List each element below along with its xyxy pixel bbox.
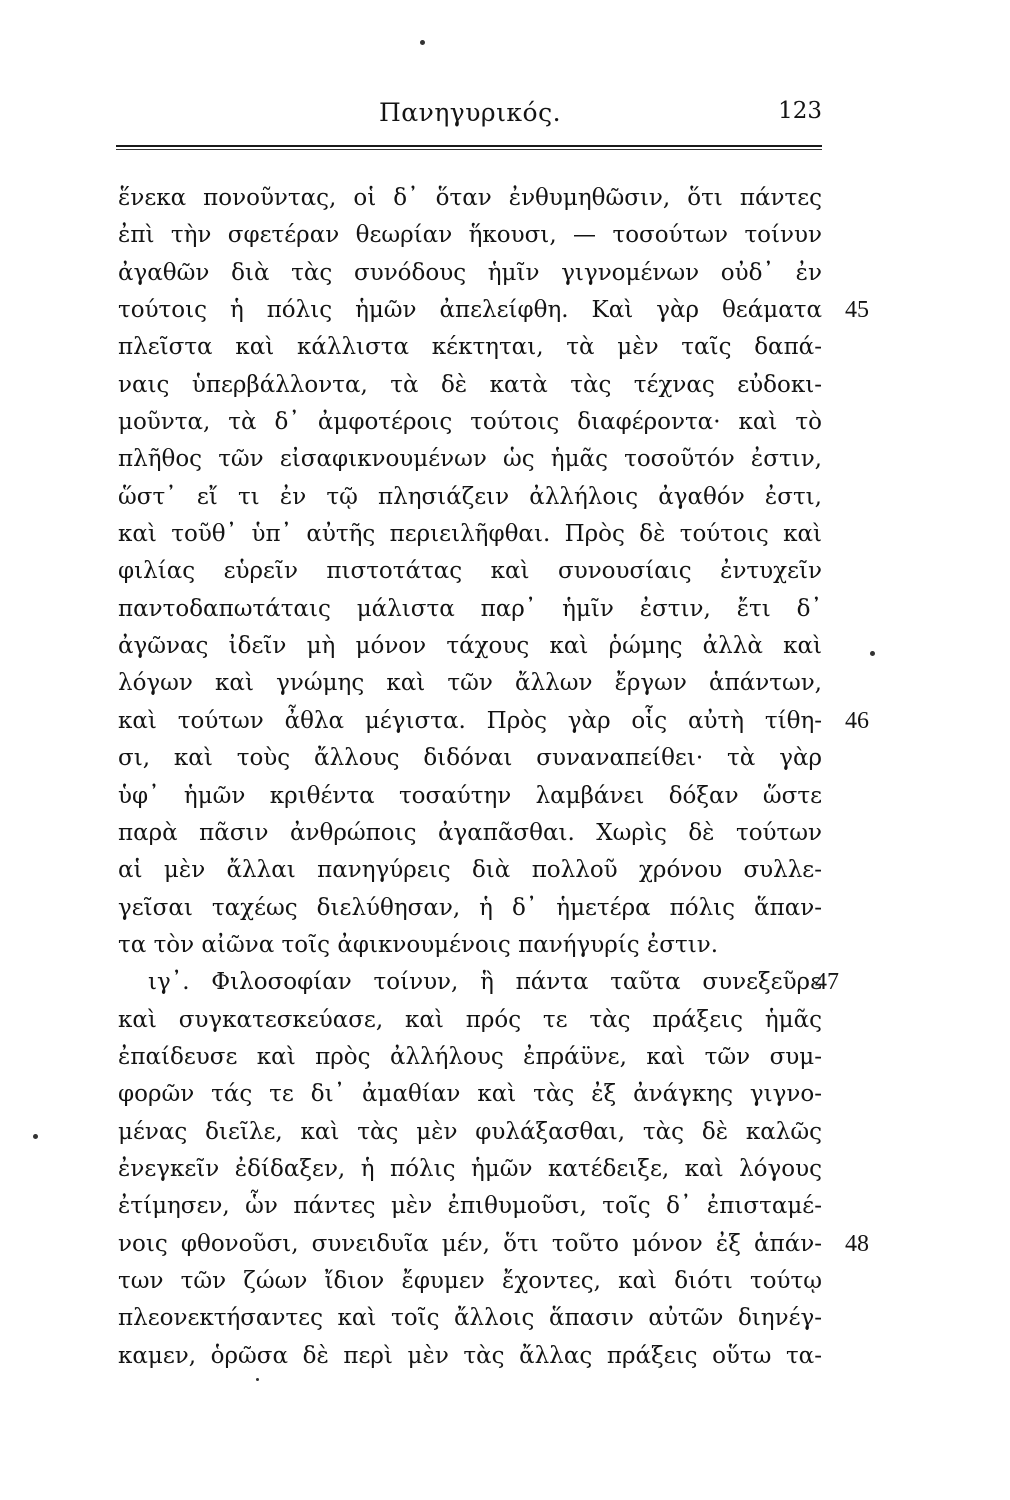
body-text [118, 180, 869, 1375]
text-line: φιλίας εὑρεῖν πιστοτάτας καὶ συνουσίαις ἐντυχεῖν [118, 558, 822, 585]
text-line: καὶ συγκατεσκεύασε, καὶ πρός τε τὰς πράξεις ἡμᾶς [118, 1006, 822, 1033]
text-line: ἐπὶ τὴν σφετέραν θεωρίαν ἥκουσι, — τοσούτων τοίνυν [118, 222, 822, 249]
ink-speck [256, 1378, 259, 1381]
section-number: 48 [845, 1230, 869, 1257]
text-line: τα τὸν αἰῶνα τοῖς ἀφικνουμένοις πανήγυρίς ἐστιν. [118, 931, 719, 958]
header-rule [116, 145, 822, 150]
text-line: καὶ τούτων ἆθλα μέγιστα. Πρὸς γὰρ οἷς αὐτὴ τίθη- 46 [118, 703, 822, 740]
page-header [118, 98, 822, 138]
text-line: πλεῖστα καὶ κάλλιστα κέκτηται, τὰ μὲν ταῖς δαπά- [118, 334, 822, 361]
text-line: ὥστ᾽ εἴ τι ἐν τῷ πλησιάζειν ἀλλήλοις ἀγαθόν ἐστι, [118, 483, 822, 510]
text-line: παντοδαπωτάταις μάλιστα παρ᾽ ἡμῖν ἐστιν, ἔτι δ᾽ [118, 595, 822, 622]
running-title: Πανηγυρικός. [378, 98, 562, 127]
text-line: ἐτίμησεν, ὧν πάντες μὲν ἐπιθυμοῦσι, τοῖς δ᾽ ἐπισταμέ- [118, 1193, 822, 1220]
page-number: 123 [778, 98, 822, 124]
text-line: γεῖσαι ταχέως διελύθησαν, ἡ δ᾽ ἡμετέρα πόλις ἅπαν- [118, 894, 822, 921]
ink-speck [33, 1134, 38, 1139]
text-line: πλῆθος τῶν εἰσαφικνουμένων ὡς ἡμᾶς τοσοῦτόν ἐστιν, [118, 446, 822, 473]
text-line: καμεν, ὁρῶσα δὲ περὶ μὲν τὰς ἄλλας πράξεις οὕτω τα- [118, 1342, 822, 1369]
text-line: σι, καὶ τοὺς ἄλλους διδόναι συναναπείθει· τὰ γὰρ [118, 745, 822, 772]
text-line: καὶ τοῦθ᾽ ὑπ᾽ αὐτῆς περιειλῆφθαι. Πρὸς δὲ τούτοις καὶ [118, 521, 822, 548]
text-line: ἀγαθῶν διὰ τὰς συνόδους ἡμῖν γιγνομένων οὐδ᾽ ἐν [118, 259, 822, 286]
ink-speck [870, 651, 875, 656]
ink-speck [420, 40, 425, 45]
text-line: τούτοις ἡ πόλις ἡμῶν ἀπελείφθη. Καὶ γὰρ θεάματα 45 [118, 292, 822, 329]
text-line: αἱ μὲν ἄλλαι πανηγύρεις διὰ πολλοῦ χρόνου συλλε- [118, 857, 822, 884]
text-line: φορῶν τάς τε δι᾽ ἀμαθίαν καὶ τὰς ἐξ ἀνάγκης γιγνο- [118, 1081, 822, 1108]
text-line: λόγων καὶ γνώμης καὶ τῶν ἄλλων ἔργων ἁπάντων, [118, 670, 822, 697]
text-line: μένας διεῖλε, καὶ τὰς μὲν φυλάξασθαι, τὰς δὲ καλῶς [118, 1118, 822, 1145]
text-line: ἕνεκα πονοῦντας, οἱ δ᾽ ὅταν ἐνθυμηθῶσιν, ὅτι πάντες [118, 185, 822, 211]
section-number: 47 [815, 969, 839, 996]
text-line: ὑφ᾽ ἡμῶν κριθέντα τοσαύτην λαμβάνει δόξαν ὥστε [118, 782, 822, 809]
text-line: ιγ᾽. Φιλοσοφίαν τοίνυν, ἣ πάντα ταῦτα συνεξεῦρε 47 [118, 964, 822, 1001]
section-number: 46 [845, 707, 869, 734]
text-line: παρὰ πᾶσιν ἀνθρώποις ἀγαπᾶσθαι. Χωρὶς δὲ τούτων [118, 819, 822, 846]
text-line: των τῶν ζώων ἴδιον ἔφυμεν ἔχοντες, καὶ διότι τούτῳ [118, 1267, 822, 1294]
text-line: νοις φθονοῦσι, συνειδυῖα μέν, ὅτι τοῦτο μόνον ἐξ ἁπάν- 48 [118, 1226, 822, 1263]
text-line: πλεονεκτήσαντες καὶ τοῖς ἄλλοις ἅπασιν αὐτῶν διηνέγ- [118, 1305, 822, 1332]
text-line: ἀγῶνας ἰδεῖν μὴ μόνον τάχους καὶ ῥώμης ἀλλὰ καὶ [118, 633, 822, 660]
text-line: μοῦντα, τὰ δ᾽ ἀμφοτέροις τούτοις διαφέροντα· καὶ τὸ [118, 409, 822, 436]
text-line: ἐνεγκεῖν ἐδίδαξεν, ἡ πόλις ἡμῶν κατέδειξε, καὶ λόγους [118, 1155, 822, 1182]
section-number: 45 [845, 297, 869, 324]
text-line: ναις ὑπερβάλλοντα, τὰ δὲ κατὰ τὰς τέχνας εὐδοκι- [118, 371, 822, 398]
text-line: ἐπαίδευσε καὶ πρὸς ἀλλήλους ἐπράϋνε, καὶ τῶν συμ- [118, 1043, 822, 1070]
